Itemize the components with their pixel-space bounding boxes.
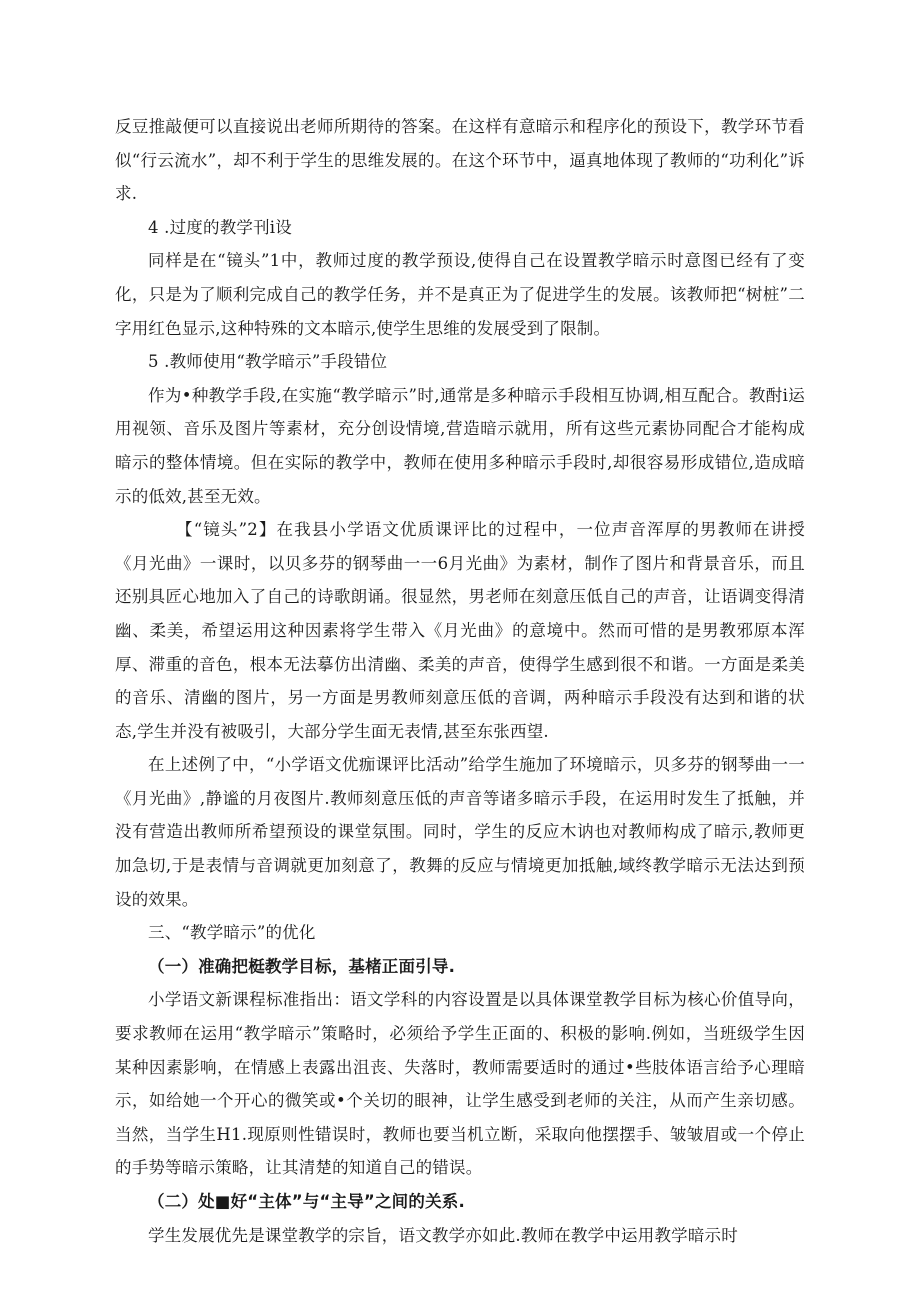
section-heading-5: 5 .教师使用“教学暗示”手段错位 [148,352,388,372]
subheading-2: （二）处■好“主体”与“主导”之间的关系. [148,1192,465,1211]
paragraph: 在上述例了中，“小学语文优痂课评比活动”给学生施加了环境暗示，贝多芬的钢琴曲一一《月光曲》,静谧的月夜图片.教师刻意压低的声音等诸多暗示手段，在运用时发生了抵触，并没有营造出教师所希望预设的课堂氛围。同时，学生的反应木讷也对教师构成了暗示,教师更加急切,于是表情与音调就更加刻意了，教舞的反应与情境更加抵触,域终教学暗示无法达到预设的效果。 [115,755,805,909]
paragraph: 作为•种教学手段,在实施“教学暗示”时,通常是多种暗示手段相互协调,相互配合。教酎i运用视领、音乐及图片等素材，充分创设情境,营造暗示就用，所有这些元素协同配合才能构成暗示的整体情境。但在实际的教学中，教师在使用多种暗示手段时,却很容易形成错位,造成暗示的低效,甚至无效。 [115,385,805,506]
paragraph: 小学语文新课程标准指出：语文学科的内容设置是以具体课堂教学目标为核心价值导向，要求教师在运用“教学暗示”策略时，必须给予学生正面的、积极的影响.例如，当班级学生因某种因素影响，在情感上表露出沮丧、失落时，教师需要适时的通过•些肢体语言给予心理暗示，如给她一个开心的微笑或•个关切的眼神，让学生感受到老师的关注，从而产生亲切感。当然，当学生H1.现原则性错误时，教师也要当机立断，采取向他摆摆手、皱皱眉或一个停止的手势等暗示策略，让其清楚的知道自己的错误。 [115,990,805,1178]
paragraph: 学生发展优先是课堂教学的宗旨，语文教学亦如此.教师在教学中运用教学暗示时 [148,1225,738,1245]
paragraph-continuation: 反豆推敲便可以直接说出老师所期待的答案。在这样有意暗示和程序化的预设下，教学环节看似“行云流水”，却不利于学生的思维发展的。在这个环节中，逼真地体现了教师的“功利化”诉求. [115,117,805,204]
paragraph: 同样是在“镜头”1中，教师过度的教学预设,使得自己在设置教学暗示时意图已经有了变化，只是为了顺利完成自己的教学任务，并不是真正为了促进学生的发展。该教师把“树桩”二字用红色显示,这种特殊的文本暗示,使学生思维的发展受到了限制。 [115,251,805,338]
section-heading-3: 三、“教学暗示”的优化 [148,923,316,943]
subheading-1: （一）准确把梃教学目标，基楮正面引导. [148,956,456,976]
section-heading-4: 4 .过度的教学刊i设 [148,217,292,237]
paragraph-case-2: 【“镜头”2】在我县小学语文优质课评比的过程中，一位声音浑厚的男教师在讲授《月光曲》一课时，以贝多芬的钢琴曲一一6月光曲》为素材，制作了图片和背景音乐，而且还别具匠心地加入了自己的诗歌朗诵。很显然，男老师在刻意压低自己的声音，让语调变得清幽、柔美，希望运用这种因素将学生带入《月光曲》的意境中。然而可惜的是男教邪原本浑厚、滞重的音色，根本无法摹仿出清幽、柔美的声音，使得学生感到很不和谐。一方面是柔美的音乐、清幽的图片，另一方面是男教师刻意压低的音调，两种暗示手段没有达到和谐的状态,学生并没有被吸引，大部分学生面无表情,甚至东张西望. [115,520,805,741]
document-body [115,110,805,1252]
